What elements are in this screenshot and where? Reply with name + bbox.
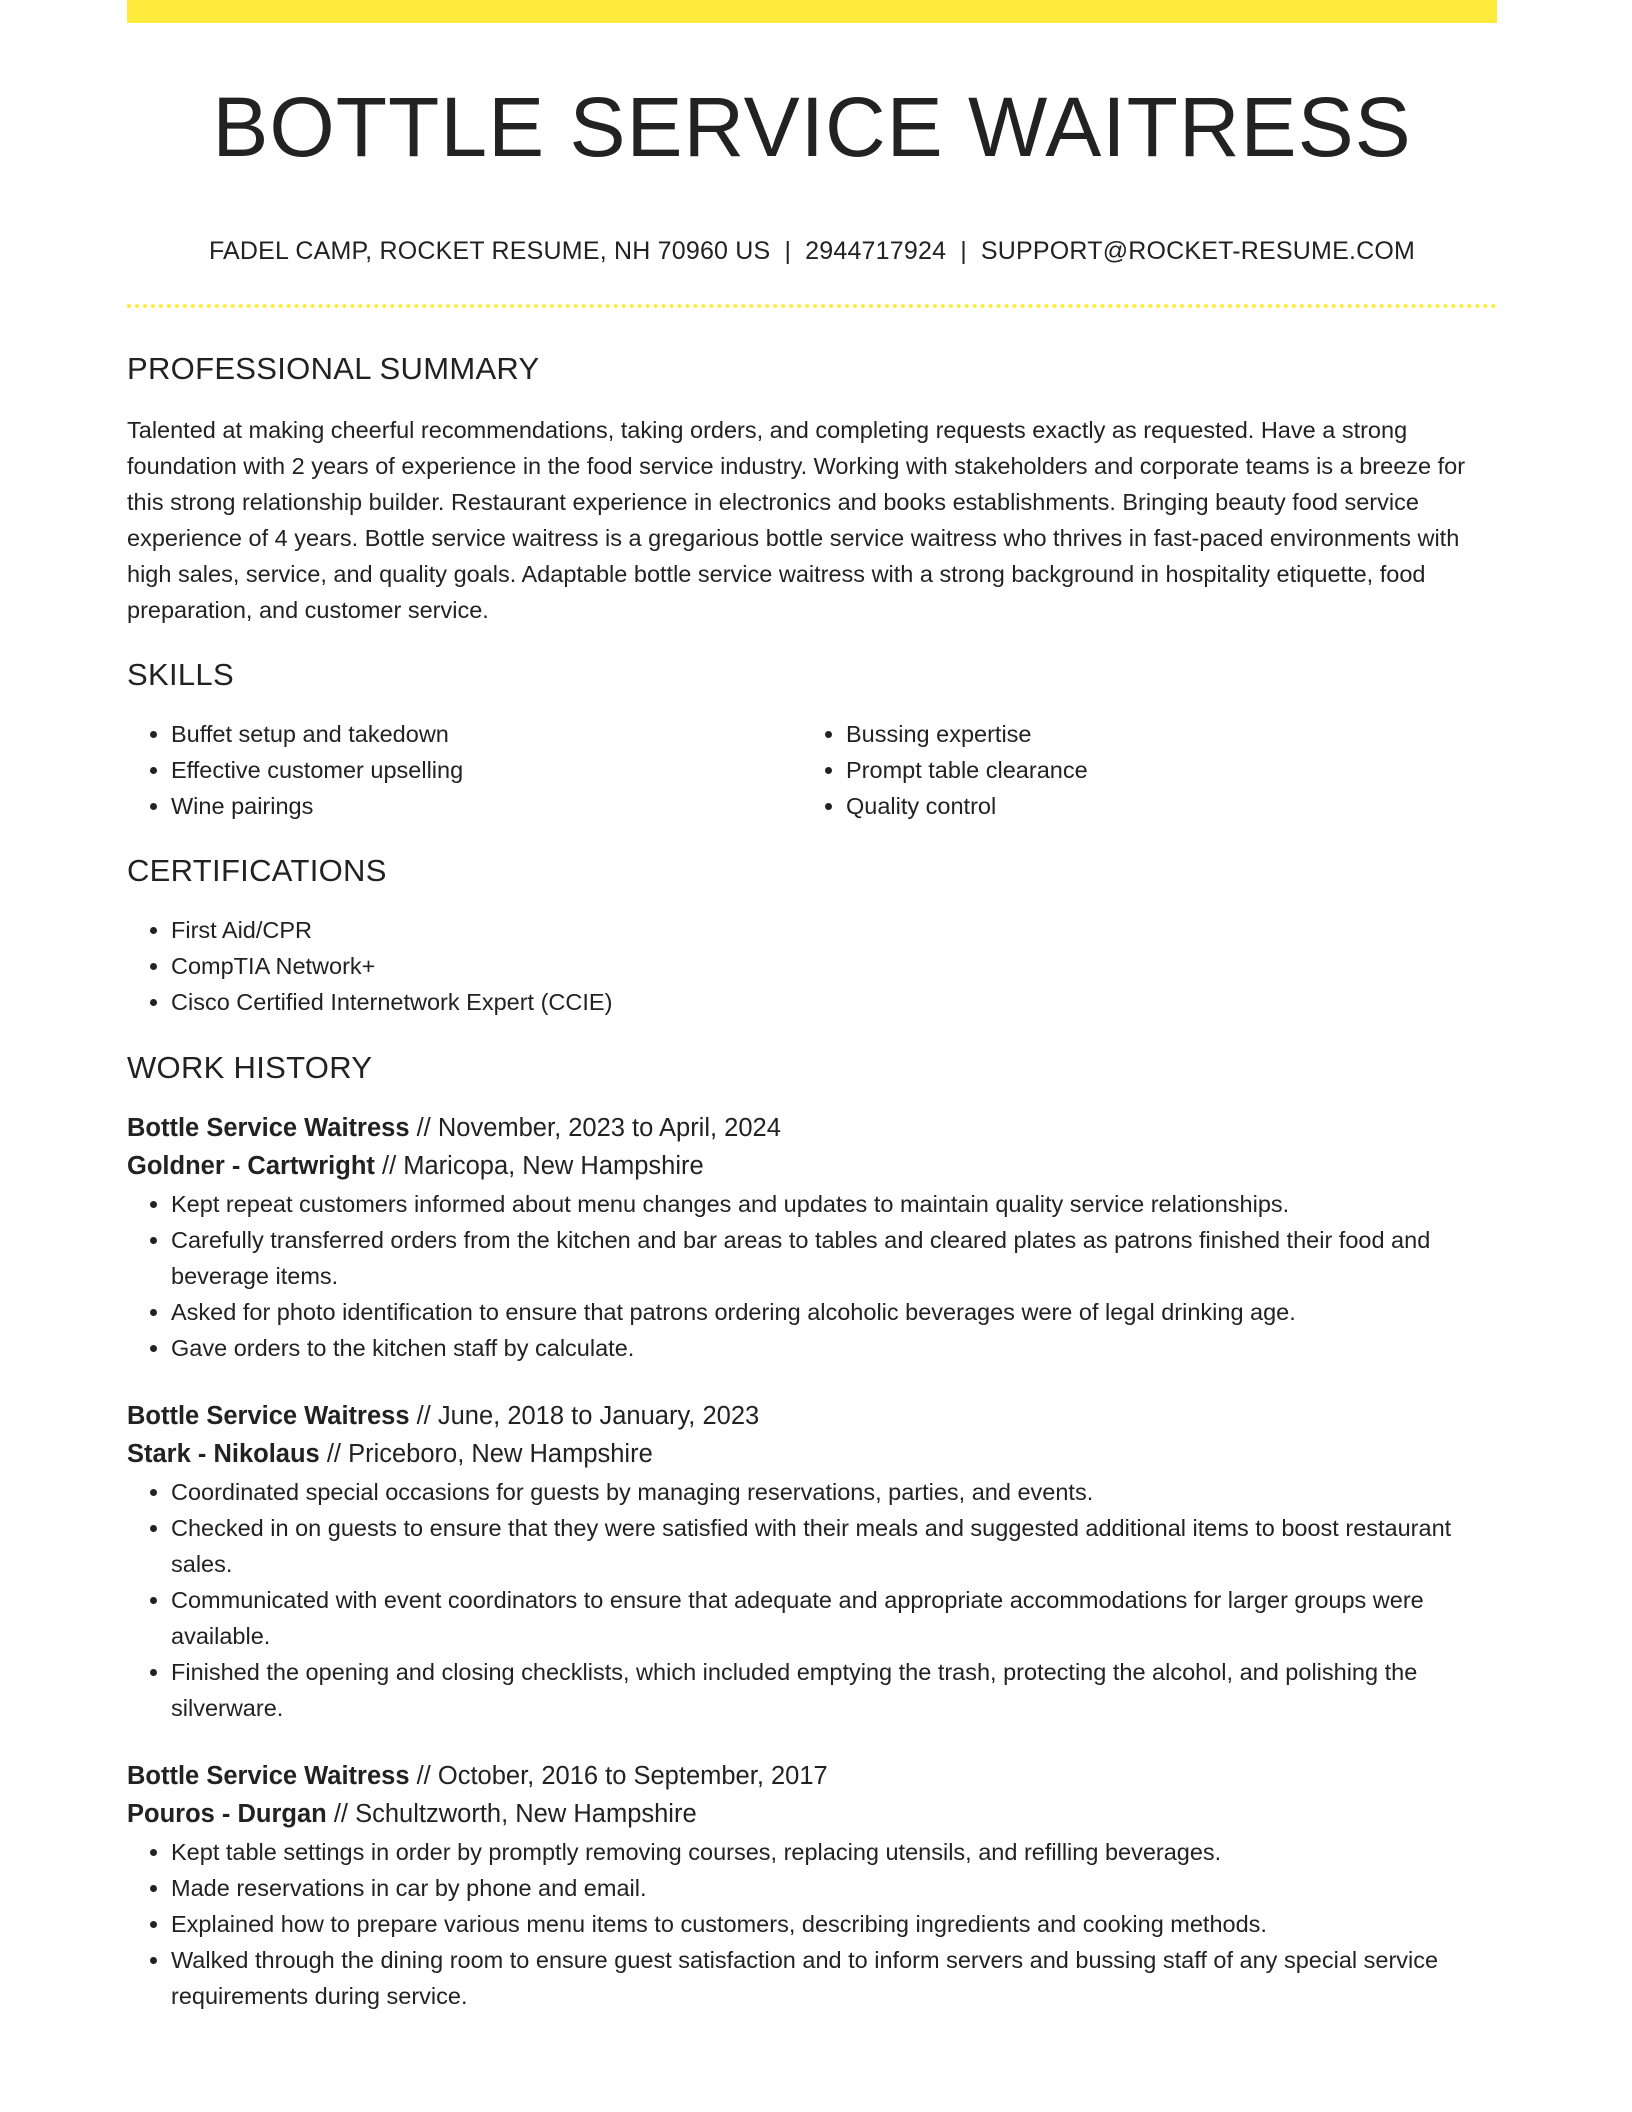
job-company: Stark - Nikolaus <box>127 1440 320 1468</box>
skill-item: • Effective customer upselling <box>171 752 802 788</box>
summary-paragraph: Talented at making cheerful recommendations, taking orders, and completing requests exactly as requested. Have a strong foundation with 2 years of experience in the food service industry. Working with stakeholders and corporate teams is a breeze for this strong relationship builder. Restaurant experience in electronics and books establishments. Bringing beauty food service experience of 4 years. Bottle service waitress is a gregarious bottle service waitress who thrives in fast-paced environments with high sales, service, and quality goals. Adaptable bottle service waitress with a strong background in hospitality etiquette, food preparation, and customer service. <box>127 417 1466 623</box>
job-bullet: • Explained how to prepare various menu items to customers, describing ingredients and cooking methods. <box>171 1906 1497 1942</box>
certification-item: • CompTIA Network+ <box>171 948 1497 984</box>
job-role: Bottle Service Waitress <box>127 1762 410 1790</box>
job-dates: // October, 2016 to September, 2017 <box>409 1762 828 1790</box>
job-bullet: • Coordinated special occasions for guests by managing reservations, parties, and events. <box>171 1474 1497 1510</box>
job-entry <box>127 1758 1497 2014</box>
skill-item: • Buffet setup and takedown <box>171 716 802 752</box>
job-bullet: • Communicated with event coordinators to ensure that adequate and appropriate accommodations for larger groups were available. <box>171 1582 1497 1654</box>
job-bullet-list <box>127 1474 1497 1726</box>
job-role: Bottle Service Waitress <box>127 1114 410 1142</box>
skills-column-left <box>127 716 802 824</box>
contact-phone: 2944717924 <box>805 237 947 265</box>
job-company-line <box>127 1794 1497 1834</box>
job-title-line <box>127 1110 1497 1146</box>
job-dates: // November, 2023 to April, 2024 <box>409 1114 781 1142</box>
skills-list-right <box>802 716 1477 824</box>
job-company: Goldner - Cartwright <box>127 1152 375 1180</box>
job-location: // Maricopa, New Hampshire <box>374 1152 704 1180</box>
skill-item: • Quality control <box>846 788 1477 824</box>
skill-item: • Wine pairings <box>171 788 802 824</box>
top-accent-bar <box>127 0 1497 23</box>
job-location: // Priceboro, New Hampshire <box>319 1440 653 1468</box>
contact-separator: | <box>784 237 792 265</box>
job-company-line <box>127 1146 1497 1186</box>
job-bullet: • Finished the opening and closing checklists, which included emptying the trash, protecting the alcohol, and polishing the silverware. <box>171 1654 1497 1726</box>
job-bullet: • Made reservations in car by phone and email. <box>171 1870 1497 1906</box>
certification-item: • First Aid/CPR <box>171 912 1497 948</box>
skills-grid <box>127 716 1497 824</box>
resume-page <box>127 0 1497 2014</box>
skills-column-right <box>802 716 1477 824</box>
job-bullet: • Gave orders to the kitchen staff by calculate. <box>171 1330 1497 1366</box>
job-bullet: • Asked for photo identification to ensure that patrons ordering alcoholic beverages were of legal drinking age. <box>171 1294 1497 1330</box>
resume-name: BOTTLE SERVICE WAITRESS <box>212 80 1412 174</box>
job-bullet: • Kept repeat customers informed about menu changes and updates to maintain quality service relationships. <box>171 1186 1497 1222</box>
contact-separator: | <box>960 237 967 265</box>
certifications-list <box>127 912 1497 1020</box>
job-company: Pouros - Durgan <box>127 1800 327 1828</box>
section-title-summary: PROFESSIONAL SUMMARY <box>127 351 540 386</box>
certification-item: • Cisco Certified Internetwork Expert (CCIE) <box>171 984 1497 1020</box>
job-entry <box>127 1398 1497 1726</box>
job-company-line <box>127 1434 1497 1474</box>
skill-item: • Prompt table clearance <box>846 752 1477 788</box>
contact-email: SUPPORT@ROCKET-RESUME.COM <box>980 237 1416 265</box>
job-bullet: • Carefully transferred orders from the kitchen and bar areas to tables and cleared plates as patrons finished their food and beverage items. <box>171 1222 1497 1294</box>
job-bullet-list <box>127 1834 1497 2014</box>
job-bullet: • Walked through the dining room to ensure guest satisfaction and to inform servers and bussing staff of any special service requirements during service. <box>171 1942 1497 2014</box>
job-role: Bottle Service Waitress <box>127 1402 410 1430</box>
skill-item: • Bussing expertise <box>846 716 1477 752</box>
job-location: // Schultzworth, New Hampshire <box>326 1800 697 1828</box>
section-title-certifications: CERTIFICATIONS <box>127 853 387 888</box>
job-entry <box>127 1110 1497 1366</box>
contact-address: FADEL CAMP, ROCKET RESUME, NH 70960 US <box>208 237 771 265</box>
section-title-skills: SKILLS <box>127 657 234 692</box>
contact-line <box>127 237 1497 266</box>
job-bullet: • Checked in on guests to ensure that they were satisfied with their meals and suggested additional items to boost restaurant sales. <box>171 1510 1497 1582</box>
skills-list-left <box>127 716 802 824</box>
section-title-work-history: WORK HISTORY <box>127 1050 373 1085</box>
dotted-divider <box>127 304 1497 308</box>
job-bullet-list <box>127 1186 1497 1366</box>
job-title-line <box>127 1758 1497 1794</box>
job-title-line <box>127 1398 1497 1434</box>
job-bullet: • Kept table settings in order by promptly removing courses, replacing utensils, and refilling beverages. <box>171 1834 1497 1870</box>
job-dates: // June, 2018 to January, 2023 <box>409 1402 760 1430</box>
